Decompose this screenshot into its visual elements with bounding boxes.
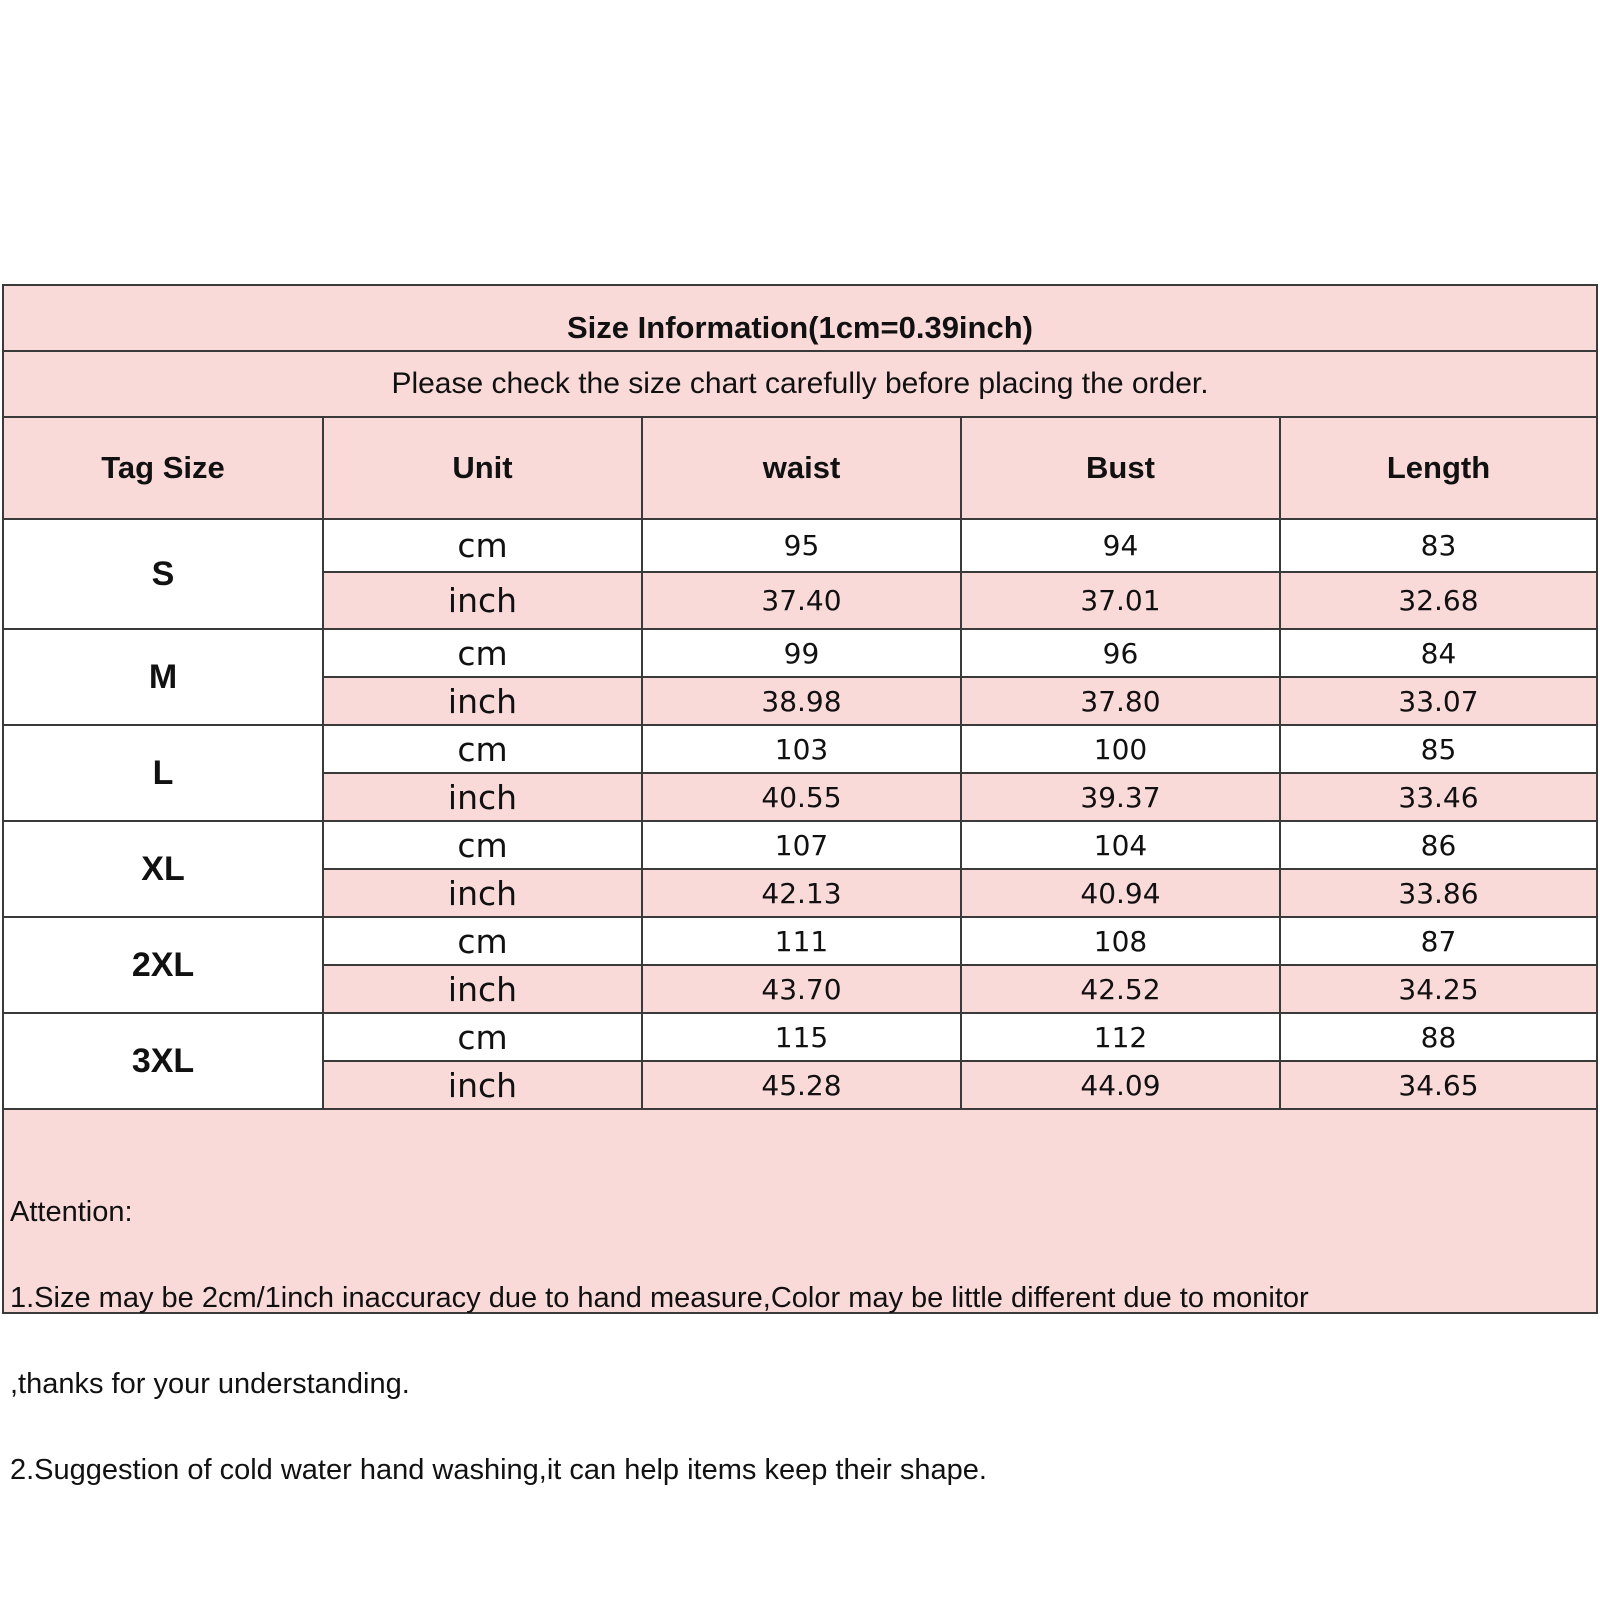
unit-cell: inch xyxy=(323,965,642,1013)
length-cell: 83 xyxy=(1280,519,1596,572)
bust-cell: 112 xyxy=(961,1013,1280,1061)
length-cell: 32.68 xyxy=(1280,572,1596,629)
size-chart xyxy=(2,284,1598,1486)
bust-cell: 100 xyxy=(961,725,1280,773)
unit-cell: cm xyxy=(323,519,642,572)
waist-cell: 107 xyxy=(642,821,961,869)
bust-cell: 39.37 xyxy=(961,773,1280,821)
length-cell: 84 xyxy=(1280,629,1596,677)
table-row xyxy=(4,917,1596,965)
waist-cell: 42.13 xyxy=(642,869,961,917)
unit-cell: inch xyxy=(323,677,642,725)
bust-cell: 108 xyxy=(961,917,1280,965)
unit-cell: inch xyxy=(323,572,642,629)
table-row xyxy=(4,821,1596,869)
bust-cell: 44.09 xyxy=(961,1061,1280,1109)
waist-cell: 115 xyxy=(642,1013,961,1061)
waist-cell: 45.28 xyxy=(642,1061,961,1109)
bust-cell: 96 xyxy=(961,629,1280,677)
tag-size-cell: 3XL xyxy=(4,1013,323,1109)
length-cell: 88 xyxy=(1280,1013,1596,1061)
bust-cell: 42.52 xyxy=(961,965,1280,1013)
tag-size-cell: 2XL xyxy=(4,917,323,1013)
unit-cell: cm xyxy=(323,917,642,965)
table-row xyxy=(4,1013,1596,1061)
tag-size-cell: L xyxy=(4,725,323,821)
length-cell: 34.65 xyxy=(1280,1061,1596,1109)
table-row xyxy=(4,725,1596,773)
waist-cell: 95 xyxy=(642,519,961,572)
column-header-tag-size: Tag Size xyxy=(4,418,323,519)
waist-cell: 99 xyxy=(642,629,961,677)
attention-heading: Attention: xyxy=(10,1196,133,1228)
waist-cell: 37.40 xyxy=(642,572,961,629)
column-header-unit: Unit xyxy=(323,418,642,519)
waist-cell: 40.55 xyxy=(642,773,961,821)
length-cell: 33.86 xyxy=(1280,869,1596,917)
unit-cell: cm xyxy=(323,629,642,677)
tag-size-cell: S xyxy=(4,519,323,629)
length-cell: 86 xyxy=(1280,821,1596,869)
attention-notes xyxy=(10,1148,1590,1535)
length-cell: 33.46 xyxy=(1280,773,1596,821)
waist-cell: 103 xyxy=(642,725,961,773)
tag-size-cell: XL xyxy=(4,821,323,917)
unit-cell: inch xyxy=(323,773,642,821)
chart-title: Size Information(1cm=0.39inch) xyxy=(4,286,1596,352)
unit-cell: inch xyxy=(323,1061,642,1109)
length-cell: 34.25 xyxy=(1280,965,1596,1013)
header-row xyxy=(4,418,1596,519)
table-row xyxy=(4,519,1596,572)
unit-cell: cm xyxy=(323,1013,642,1061)
size-table xyxy=(4,418,1596,1110)
bust-cell: 104 xyxy=(961,821,1280,869)
chart-subtitle: Please check the size chart carefully before placing the order. xyxy=(4,352,1596,418)
attention-note-1-continued: ,thanks for your understanding. xyxy=(10,1368,410,1400)
unit-cell: cm xyxy=(323,725,642,773)
waist-cell: 38.98 xyxy=(642,677,961,725)
bust-cell: 37.80 xyxy=(961,677,1280,725)
tag-size-cell: M xyxy=(4,629,323,725)
waist-cell: 111 xyxy=(642,917,961,965)
attention-note-1: 1.Size may be 2cm/1inch inaccuracy due to hand measure,Color may be little different due to monitor xyxy=(10,1282,1309,1314)
bust-cell: 37.01 xyxy=(961,572,1280,629)
column-header-waist: waist xyxy=(642,418,961,519)
bust-cell: 94 xyxy=(961,519,1280,572)
attention-note-2: 2.Suggestion of cold water hand washing,it can help items keep their shape. xyxy=(10,1454,987,1486)
unit-cell: inch xyxy=(323,869,642,917)
length-cell: 85 xyxy=(1280,725,1596,773)
waist-cell: 43.70 xyxy=(642,965,961,1013)
length-cell: 87 xyxy=(1280,917,1596,965)
unit-cell: cm xyxy=(323,821,642,869)
column-header-bust: Bust xyxy=(961,418,1280,519)
length-cell: 33.07 xyxy=(1280,677,1596,725)
table-row xyxy=(4,629,1596,677)
bust-cell: 40.94 xyxy=(961,869,1280,917)
column-header-length: Length xyxy=(1280,418,1596,519)
